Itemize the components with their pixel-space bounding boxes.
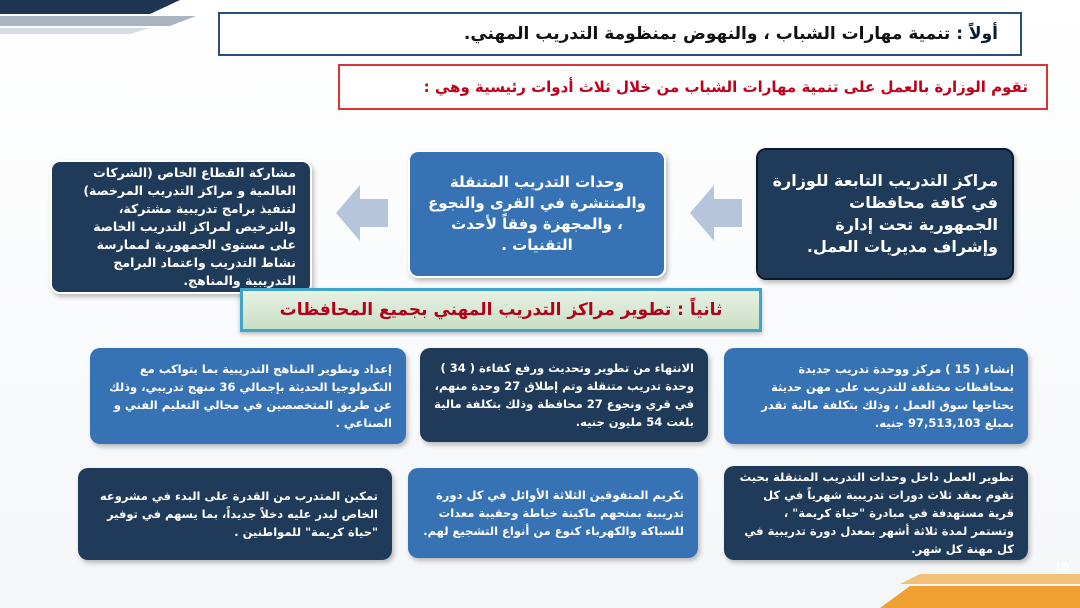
tool-text: وحدات التدريب المتنقلة والمنتشرة في القرى والنجوع ، والمجهزة وفقاً لأحدث التقنيات .	[428, 173, 646, 254]
tool-card-ministry-centers	[756, 148, 1014, 280]
section-two-heading	[240, 288, 762, 332]
title-text: تنمية مهارات الشباب ، والنهوض بمنظومة التدريب المهني.	[463, 24, 951, 44]
page-number: 10	[1054, 561, 1070, 574]
achievement-card	[724, 348, 1028, 444]
section-one-title	[218, 12, 1022, 56]
achievement-card	[724, 466, 1028, 560]
tool-card-mobile-units	[408, 150, 666, 278]
arrow-left-icon	[690, 181, 742, 245]
heading-lead: ثانياً :	[671, 300, 723, 320]
tool-text: مراكز التدريب التابعة للوزارة في كافة محافظات الجمهورية تحت إدارة وإشراف مديريات العمل.	[772, 171, 998, 256]
achievement-text: تمكين المتدرب من القدرة على البدء في مشروعه الخاص ليدر عليه دخلاً جديداً، بما يسهم في توفير "حياة كريمة" للمواطنين .	[99, 489, 378, 539]
corner-decoration-bottom	[880, 568, 1080, 608]
achievement-card	[420, 348, 708, 442]
achievement-text: إعداد وتطوير المناهج التدريبية بما يتواكب مع التكنولوجيا الحديثة بإجمالي 36 منهج تدريبي، وذلك عن طريق المتخصصين في مجالي التعليم الفني و الصناعي .	[109, 362, 392, 430]
tool-text: مشاركة القطاع الخاص (الشركات العالمية و مراكز التدريب المرخصة) لتنفيذ برامج تدريبية مشتركة، والترخيص لمراكز التدريب الخاصة على مستوى الجمهورية لممارسة نشاط التدريب واعتماد البرامج التدريبية والمناهج.	[83, 165, 296, 288]
achievement-card	[408, 468, 698, 558]
achievement-card	[90, 348, 406, 444]
title-lead: أولاً :	[950, 24, 998, 44]
arrow-left-icon	[336, 181, 388, 245]
achievement-text: تطوير العمل داخل وحدات التدريب المتنقلة بحيث تقوم بعقد ثلاث دورات تدريبية شهرياً في كل قرية مستهدفة في مبادرة "حياة كريمة" ، وتستمر لمدة ثلاثة أشهر بمعدل دورة تدريبية في كل مهنة كل شهر.	[739, 470, 1014, 556]
corner-decoration-top	[0, 0, 200, 40]
heading-text: تطوير مراكز التدريب المهني بجميع المحافظات	[279, 300, 672, 320]
achievement-text: الانتهاء من تطوير وتحديث ورفع كفاءة ( 34 ) وحدة تدريب متنقلة وتم إطلاق 27 وحدة منهم، في قري ونجوع 27 محافظة وذلك بتكلفة مالية بلغت 54 مليون جنيه.	[434, 361, 694, 429]
subtitle-text: تقوم الوزارة بالعمل على تنمية مهارات الشباب من خلال ثلاث أدوات رئيسية وهي :	[423, 78, 1028, 96]
achievement-card	[78, 468, 392, 560]
achievement-text: تكريم المتفوقين الثلاثة الأوائل في كل دورة تدريبية بمنحهم ماكينة خياطة وحقيبة معدات للسباكة والكهرباء كنوع من أنواع التشجيع لهم.	[423, 488, 684, 538]
achievement-text: إنشاء ( 15 ) مركز ووحدة تدريب جديدة بمحافظات مختلفة للتدريب على مهن حديثة يحتاجها سوق العمل ، وذلك بتكلفة مالية تقدر بمبلغ 97,513,103 جنيه.	[761, 362, 1014, 430]
tool-card-private-sector	[50, 160, 312, 294]
subtitle-box	[338, 64, 1048, 110]
